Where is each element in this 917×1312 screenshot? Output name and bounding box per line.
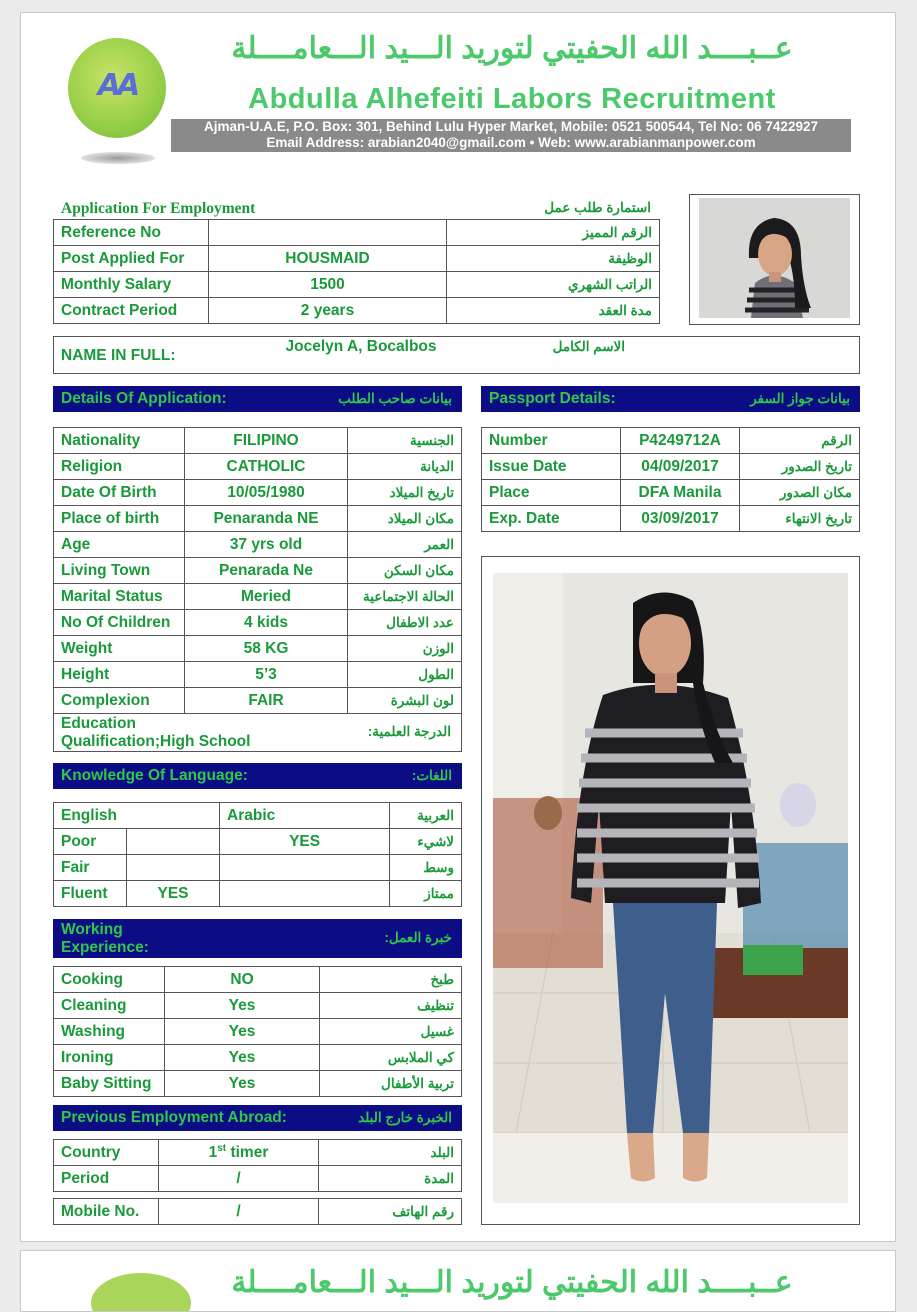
language-table — [53, 802, 462, 907]
experience-skill-value: Yes — [165, 1019, 320, 1045]
details-field-arabic: مكان الميلاد — [348, 506, 462, 532]
country-label: Country — [54, 1140, 159, 1166]
application-field-arabic: الوظيفة — [447, 246, 660, 272]
education-label-line1: Education — [61, 715, 136, 732]
experience-skill-value: Yes — [165, 1071, 320, 1097]
application-field-value: HOUSMAID — [209, 246, 447, 272]
full-name-arabic: الاسم الكامل — [552, 339, 625, 354]
experience-title-line1: Working — [61, 921, 123, 938]
passport-field-label: Exp. Date — [482, 506, 621, 532]
passport-row — [482, 480, 860, 506]
details-field-arabic: تاريخ الميلاد — [348, 480, 462, 506]
applicant-full-body-photo — [493, 573, 848, 1203]
passport-row — [482, 454, 860, 480]
experience-title-arabic: خبرة العمل: — [384, 930, 452, 945]
passport-section-header — [481, 386, 860, 412]
language-level-label: Poor — [54, 829, 127, 855]
language-section-header — [53, 763, 462, 789]
next-page-logo — [91, 1273, 191, 1312]
details-field-arabic: الحالة الاجتماعية — [348, 584, 462, 610]
details-field-arabic: لون البشرة — [348, 688, 462, 714]
passport-field-value: P4249712A — [621, 428, 740, 454]
applicant-portrait-photo — [699, 198, 850, 318]
application-row — [54, 246, 660, 272]
experience-row — [54, 1045, 462, 1071]
language-english-value — [127, 855, 220, 881]
details-table — [53, 427, 462, 714]
passport-field-arabic: الرقم — [740, 428, 860, 454]
previous-employment-title-arabic: الخبرة خارج البلد — [358, 1110, 452, 1125]
education-label-line2: Qualification;High School — [61, 733, 251, 750]
language-level-label: Fluent — [54, 881, 127, 907]
passport-field-arabic: تاريخ الانتهاء — [740, 506, 860, 532]
company-logo — [68, 38, 166, 138]
address-line: Ajman-U.A.E, P.O. Box: 301, Behind Lulu Hyper Market, Mobile: 0521 500544, Tel No: 06 7422927 — [204, 119, 818, 134]
experience-skill-label: Cooking — [54, 967, 165, 993]
details-field-arabic: عدد الاطفال — [348, 610, 462, 636]
passport-title: Passport Details: — [489, 390, 616, 407]
details-row — [54, 584, 462, 610]
passport-title-arabic: بيانات جواز السفر — [750, 391, 850, 406]
details-field-label: Complexion — [54, 688, 185, 714]
address-bar — [171, 119, 851, 152]
language-english-header: English — [54, 803, 220, 829]
education-arabic: الدرجة العلمية: — [367, 724, 451, 739]
language-level-label: Fair — [54, 855, 127, 881]
passport-field-label: Place — [482, 480, 621, 506]
details-row — [54, 480, 462, 506]
language-arabic-value — [220, 855, 390, 881]
language-english-value: YES — [127, 881, 220, 907]
previous-employment-table — [53, 1139, 462, 1192]
application-field-arabic: الراتب الشهري — [447, 272, 660, 298]
mobile-arabic: رقم الهاتف — [319, 1199, 462, 1225]
application-field-label: Reference No — [54, 220, 209, 246]
language-arabic-header: Arabic — [220, 803, 390, 829]
application-row — [54, 272, 660, 298]
passport-field-value: 04/09/2017 — [621, 454, 740, 480]
country-value — [159, 1140, 319, 1166]
experience-skill-value: NO — [165, 967, 320, 993]
email-line: Email Address: arabian2040@gmail.com • Web: www.arabianmanpower.com — [266, 135, 756, 150]
next-page-preview — [20, 1250, 896, 1312]
details-field-value: Penarada Ne — [185, 558, 348, 584]
period-value: / — [159, 1166, 319, 1192]
details-field-label: Date Of Birth — [54, 480, 185, 506]
experience-title-line2: Experience: — [61, 939, 149, 956]
previous-employment-header — [53, 1105, 462, 1131]
details-field-label: Height — [54, 662, 185, 688]
logo-monogram: AA — [97, 68, 137, 103]
application-field-value: 1500 — [209, 272, 447, 298]
passport-table — [481, 427, 860, 532]
experience-row — [54, 1071, 462, 1097]
experience-row — [54, 1019, 462, 1045]
mobile-value: / — [159, 1199, 319, 1225]
experience-skill-value: Yes — [165, 993, 320, 1019]
application-field-arabic: الرقم المميز — [447, 220, 660, 246]
details-field-value: CATHOLIC — [185, 454, 348, 480]
logo-shadow — [81, 152, 155, 164]
experience-skill-arabic: تربية الأطفال — [320, 1071, 462, 1097]
details-row — [54, 662, 462, 688]
details-field-arabic: مكان السكن — [348, 558, 462, 584]
details-title: Details Of Application: — [61, 390, 227, 407]
details-field-arabic: الوزن — [348, 636, 462, 662]
previous-employment-title: Previous Employment Abroad: — [61, 1109, 287, 1126]
language-level-arabic: لاشيء — [390, 829, 462, 855]
experience-skill-label: Baby Sitting — [54, 1071, 165, 1097]
experience-skill-arabic: طبخ — [320, 967, 462, 993]
experience-skill-label: Washing — [54, 1019, 165, 1045]
experience-skill-label: Cleaning — [54, 993, 165, 1019]
details-row — [54, 610, 462, 636]
full-name-value: Jocelyn A, Bocalbos — [285, 338, 437, 355]
details-field-arabic: العمر — [348, 532, 462, 558]
details-field-value: 37 yrs old — [185, 532, 348, 558]
details-field-value: 58 KG — [185, 636, 348, 662]
language-level-arabic: ممتاز — [390, 881, 462, 907]
details-field-label: Age — [54, 532, 185, 558]
language-arabic-header-ar: العربية — [390, 803, 462, 829]
application-field-arabic: مدة العقد — [447, 298, 660, 324]
details-field-value: FILIPINO — [185, 428, 348, 454]
language-arabic-value: YES — [220, 829, 390, 855]
language-row — [54, 829, 462, 855]
details-field-value: Meried — [185, 584, 348, 610]
passport-field-label: Issue Date — [482, 454, 621, 480]
language-english-value — [127, 829, 220, 855]
experience-skill-arabic: تنظيف — [320, 993, 462, 1019]
country-value-number: 1 — [208, 1144, 218, 1162]
details-row — [54, 506, 462, 532]
details-field-value: 5’3 — [185, 662, 348, 688]
language-level-arabic: وسط — [390, 855, 462, 881]
language-title: Knowledge Of Language: — [61, 767, 248, 784]
passport-field-value: 03/09/2017 — [621, 506, 740, 532]
company-name-arabic: عــبــــد الله الحفيتي لتوريد الـــيد الـــعامــــلة — [231, 32, 793, 65]
details-row — [54, 454, 462, 480]
details-row — [54, 428, 462, 454]
country-value-suffix: st — [217, 1142, 227, 1154]
details-field-arabic: الجنسية — [348, 428, 462, 454]
details-field-label: Weight — [54, 636, 185, 662]
details-section-header — [53, 386, 462, 412]
mobile-row — [54, 1199, 462, 1225]
details-row — [54, 688, 462, 714]
details-field-label: Nationality — [54, 428, 185, 454]
details-row — [54, 636, 462, 662]
details-row — [54, 532, 462, 558]
details-field-label: Religion — [54, 454, 185, 480]
company-name-english: Abdulla Alhefeiti Labors Recruitment — [248, 83, 776, 115]
language-header-row — [54, 803, 462, 829]
application-table — [53, 219, 660, 324]
application-field-label: Post Applied For — [54, 246, 209, 272]
details-field-value: 4 kids — [185, 610, 348, 636]
application-title-arabic: استمارة طلب عمل — [544, 200, 651, 215]
country-row — [54, 1140, 462, 1166]
education-label — [61, 715, 250, 751]
details-field-arabic: الديانة — [348, 454, 462, 480]
experience-skill-arabic: غسيل — [320, 1019, 462, 1045]
period-label: Period — [54, 1166, 159, 1192]
language-title-arabic: اللغات: — [411, 768, 452, 783]
passport-field-value: DFA Manila — [621, 480, 740, 506]
details-field-value: FAIR — [185, 688, 348, 714]
period-row — [54, 1166, 462, 1192]
mobile-table — [53, 1198, 462, 1225]
passport-field-arabic: مكان الصدور — [740, 480, 860, 506]
mobile-label: Mobile No. — [54, 1199, 159, 1225]
country-value-text: timer — [226, 1144, 269, 1162]
application-row — [54, 298, 660, 324]
details-row — [54, 558, 462, 584]
experience-row — [54, 993, 462, 1019]
passport-field-label: Number — [482, 428, 621, 454]
details-field-label: Place of birth — [54, 506, 185, 532]
experience-skill-value: Yes — [165, 1045, 320, 1071]
application-title: Application For Employment — [61, 200, 256, 217]
language-arabic-value — [220, 881, 390, 907]
application-row — [54, 220, 660, 246]
details-field-arabic: الطول — [348, 662, 462, 688]
experience-section-header — [53, 919, 462, 958]
language-row — [54, 881, 462, 907]
full-body-illustration — [493, 573, 848, 1203]
details-field-value: Penaranda NE — [185, 506, 348, 532]
details-field-label: No Of Children — [54, 610, 185, 636]
country-arabic: البلد — [319, 1140, 462, 1166]
experience-row — [54, 967, 462, 993]
experience-skill-label: Ironing — [54, 1045, 165, 1071]
application-field-value — [209, 220, 447, 246]
passport-field-arabic: تاريخ الصدور — [740, 454, 860, 480]
application-field-label: Contract Period — [54, 298, 209, 324]
experience-table — [53, 966, 462, 1097]
details-field-label: Marital Status — [54, 584, 185, 610]
period-arabic: المدة — [319, 1166, 462, 1192]
full-name-label: NAME IN FULL: — [61, 347, 176, 364]
passport-row — [482, 506, 860, 532]
application-form-page — [20, 12, 896, 1242]
language-row — [54, 855, 462, 881]
passport-row — [482, 428, 860, 454]
application-field-value: 2 years — [209, 298, 447, 324]
portrait-illustration — [699, 198, 850, 318]
details-title-arabic: بيانات صاحب الطلب — [338, 391, 452, 406]
details-field-label: Living Town — [54, 558, 185, 584]
experience-skill-arabic: كي الملابس — [320, 1045, 462, 1071]
details-field-value: 10/05/1980 — [185, 480, 348, 506]
application-field-label: Monthly Salary — [54, 272, 209, 298]
next-page-arabic-title: عــبــــد الله الحفيتي لتوريد الـــيد الـــعامــــلة — [231, 1266, 793, 1299]
